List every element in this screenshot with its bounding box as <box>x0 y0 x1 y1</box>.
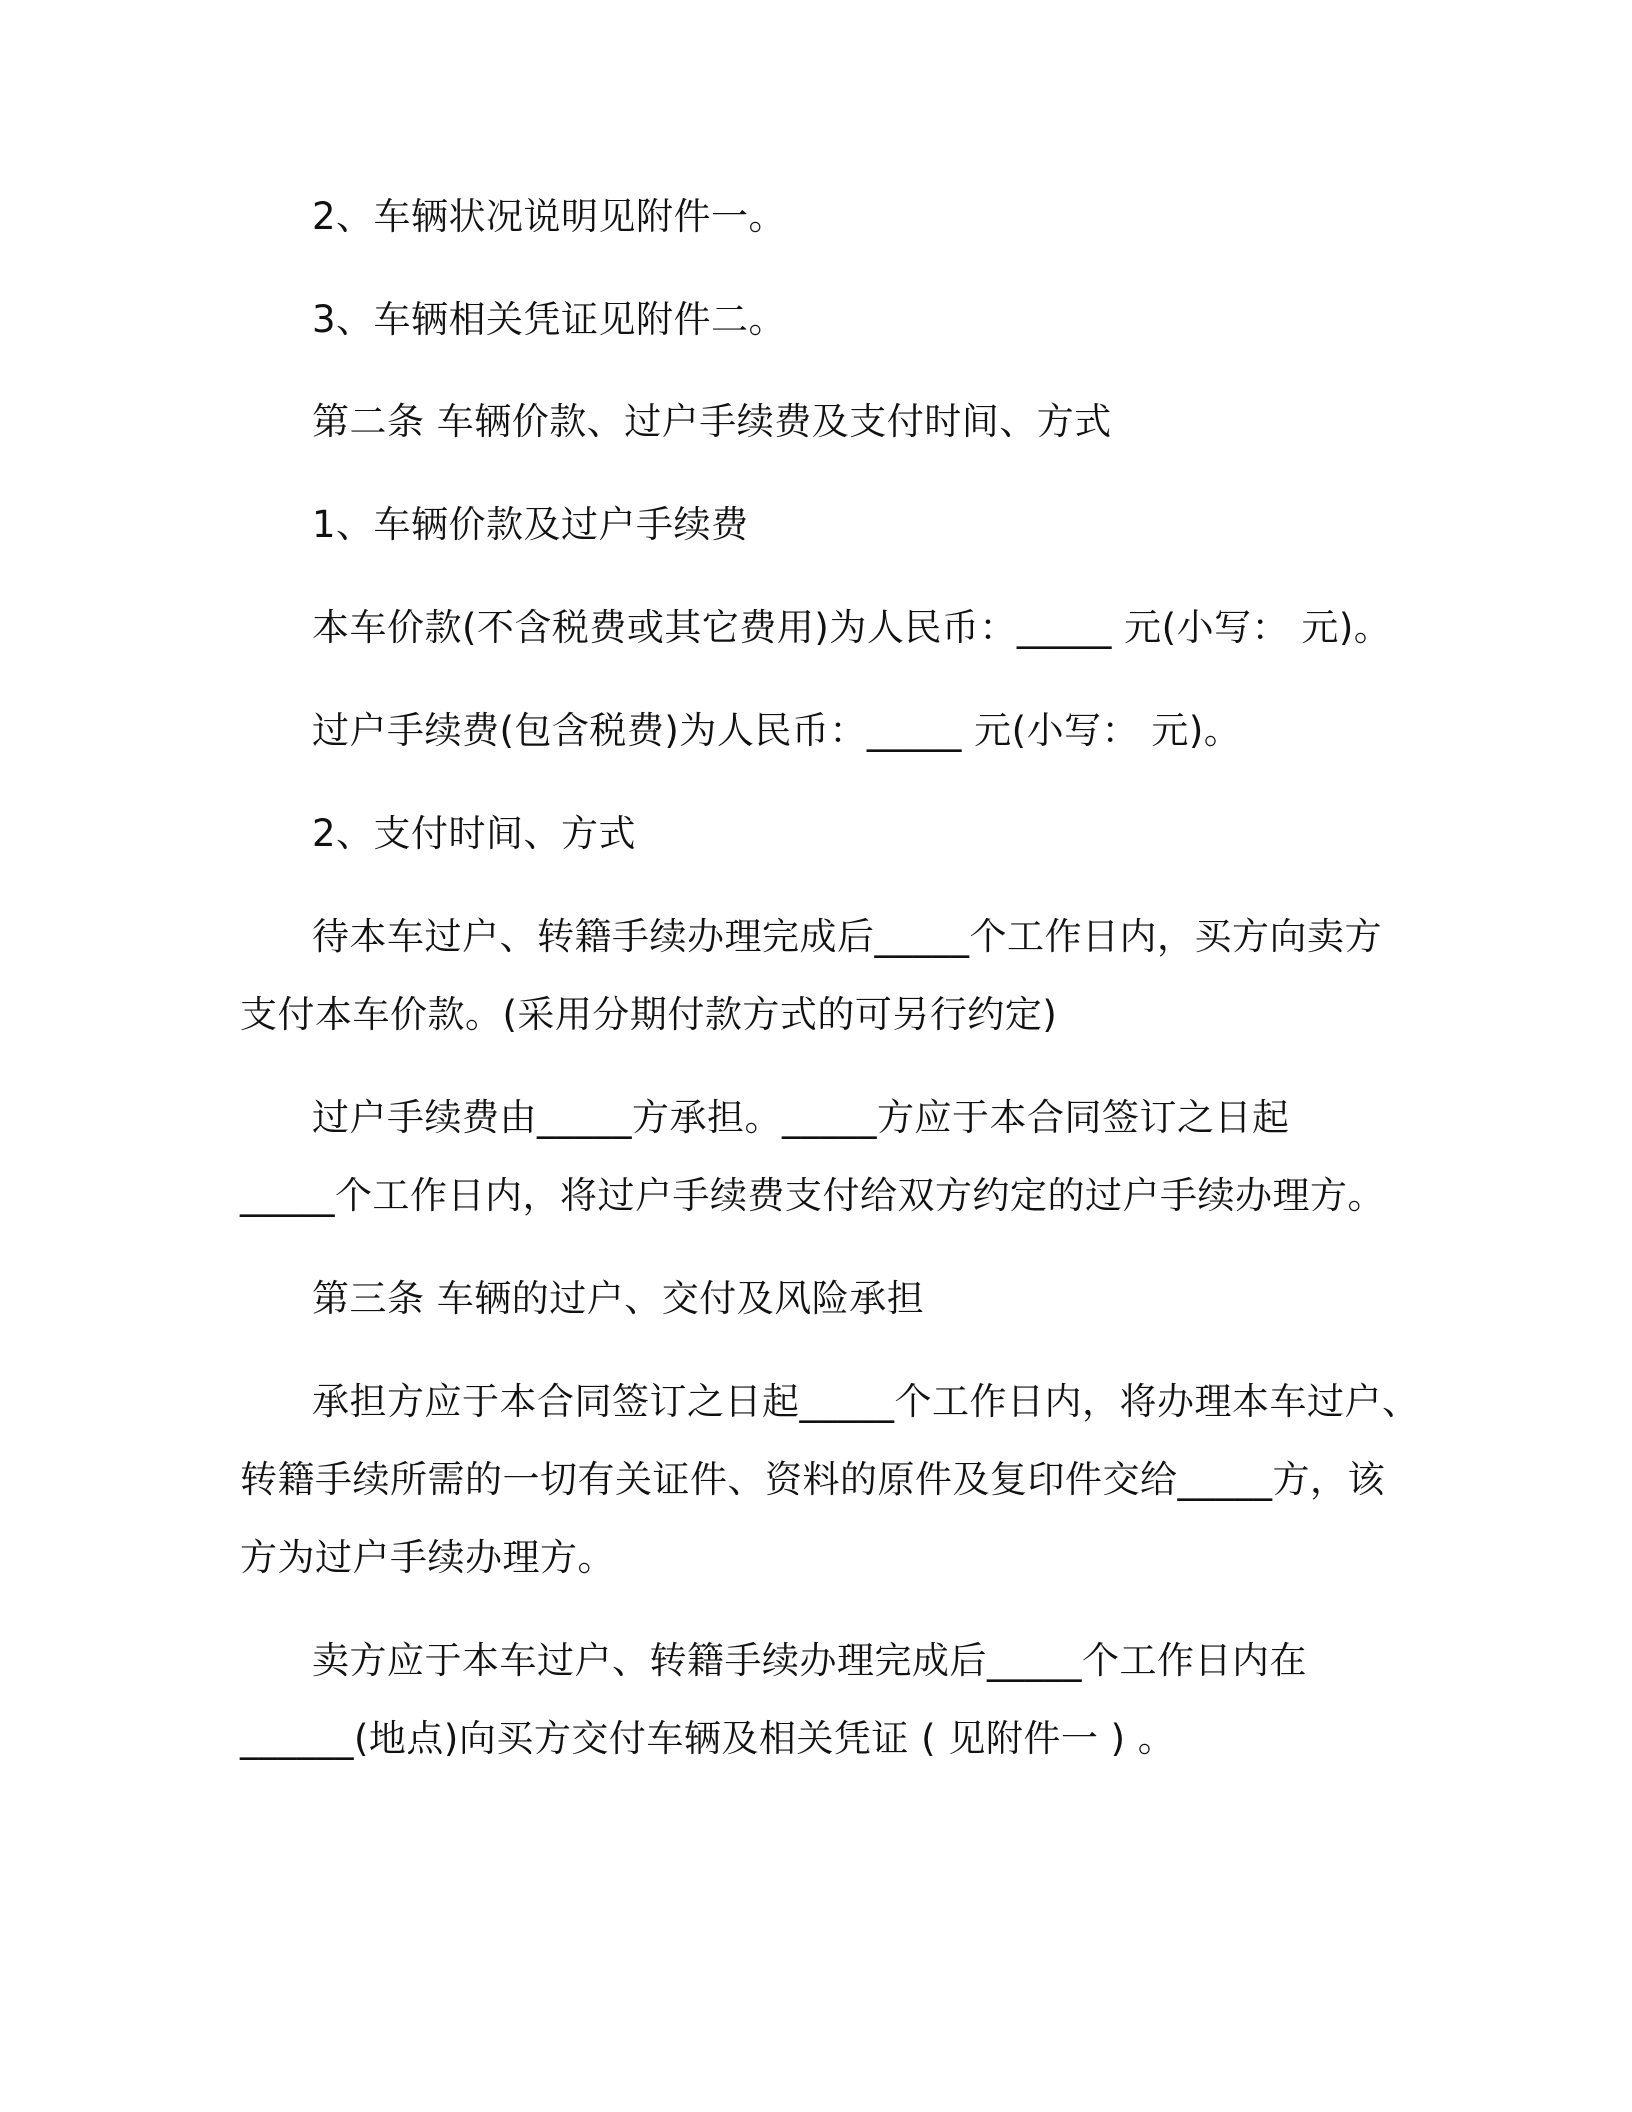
vehicle-price-line: 本车价款(不含税费或其它费用)为人民币：_____ 元(小写： 元)。 <box>312 606 1392 649</box>
article-3-heading: 第三条 车辆的过户、交付及风险承担 <box>312 1277 925 1320</box>
article-2-item-1-heading: 1、车辆价款及过户手续费 <box>312 503 749 546</box>
delivery-paragraph-line-1: 卖方应于本车过户、转籍手续办理完成后_____个工作日内在 <box>312 1639 1307 1682</box>
payment-paragraph-line-2: 支付本车价款。(采用分期付款方式的可另行约定) <box>240 993 1058 1036</box>
transfer-paragraph-line-3: 方为过户手续办理方。 <box>240 1536 615 1579</box>
transfer-paragraph-line-1: 承担方应于本合同签订之日起_____个工作日内，将办理本车过户、 <box>312 1380 1420 1423</box>
payment-paragraph-line-1: 待本车过户、转籍手续办理完成后_____个工作日内，买方向卖方 <box>312 915 1382 958</box>
fee-paragraph-line-1: 过户手续费由_____方承担。_____方应于本合同签订之日起 <box>312 1096 1290 1139</box>
clause-1-item-2: 2、车辆状况说明见附件一。 <box>312 195 787 238</box>
delivery-paragraph-line-2: ______(地点)向买方交付车辆及相关凭证 ( 见附件一 ) 。 <box>240 1717 1176 1760</box>
clause-1-item-3: 3、车辆相关凭证见附件二。 <box>312 298 787 341</box>
transfer-paragraph-line-2: 转籍手续所需的一切有关证件、资料的原件及复印件交给_____方，该 <box>240 1458 1385 1501</box>
fee-paragraph-line-2: _____个工作日内，将过户手续费支付给双方约定的过户手续办理方。 <box>240 1174 1385 1217</box>
article-2-heading: 第二条 车辆价款、过户手续费及支付时间、方式 <box>312 400 1112 443</box>
article-2-item-2-heading: 2、支付时间、方式 <box>312 812 637 855</box>
transfer-fee-line: 过户手续费(包含税费)为人民币：_____ 元(小写： 元)。 <box>312 709 1242 752</box>
